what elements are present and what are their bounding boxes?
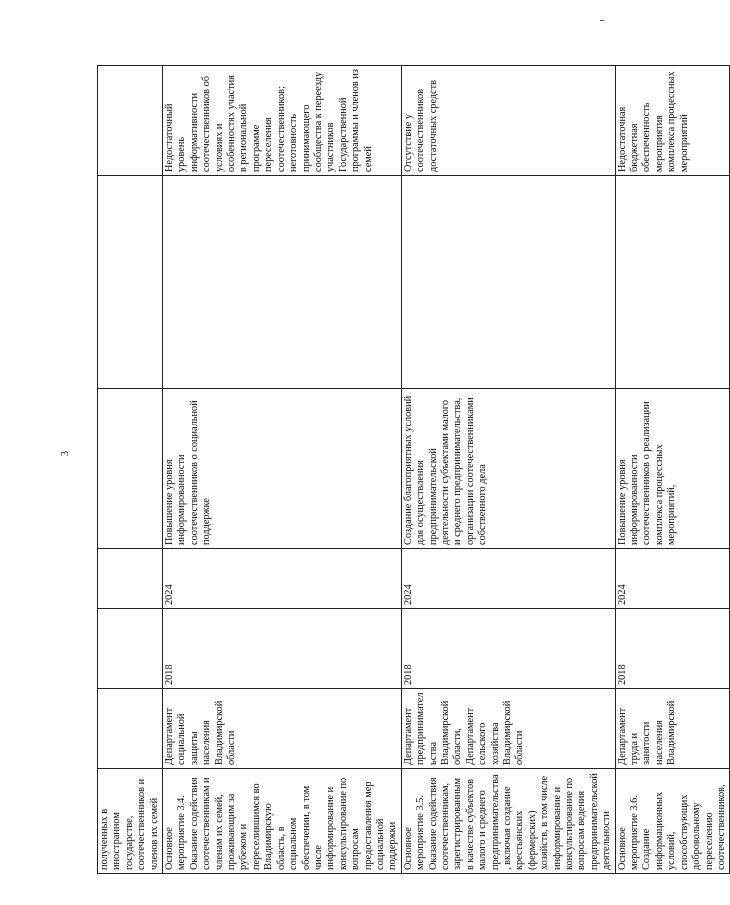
measure-cell: Основное мероприятие 3.6. Создание информационных условий, способствующих добровольному переселению соотечественников, bbox=[615, 769, 730, 874]
start-year-cell: 2018 bbox=[401, 609, 615, 689]
department-cell: Департамент социальной защиты населения Владимирской области bbox=[163, 689, 402, 769]
table-row bbox=[615, 66, 730, 874]
program-measures-table bbox=[97, 65, 730, 874]
risk-cell bbox=[98, 66, 163, 176]
table-row bbox=[401, 66, 615, 874]
start-year-cell: 2018 bbox=[615, 609, 730, 689]
risk-cell: Недостаточный уровень информативности соотечественников об условиях и особенностях участия в региональной программе переселения соотечественников; неготовность принимающего сообщества к переезду участников Государственной программы и членов из семей bbox=[163, 66, 402, 176]
end-year-cell bbox=[98, 549, 163, 609]
result-cell bbox=[98, 389, 163, 549]
department-cell bbox=[98, 689, 163, 769]
rotated-table-container bbox=[97, 66, 727, 874]
result-cell: Повышение уровня информированности соотечественников о реализации комплекса процессных мероприятий, bbox=[615, 389, 730, 549]
risk-cell: Недостаточная бюджетная обеспеченность мероприятия комплекса процессных мероприятий bbox=[615, 66, 730, 176]
effect-cell bbox=[98, 176, 163, 389]
end-year-cell: 2024 bbox=[163, 549, 402, 609]
end-year-cell: 2024 bbox=[401, 549, 615, 609]
result-cell: Повышение уровня информированности соотечественников о социальной поддержке bbox=[163, 389, 402, 549]
scan-mark bbox=[600, 20, 604, 21]
table-row bbox=[98, 66, 163, 874]
start-year-cell bbox=[98, 609, 163, 689]
page-number: 3 bbox=[60, 451, 71, 456]
department-cell: Департамент труда и занятости населения Владимирской bbox=[615, 689, 730, 769]
start-year-cell: 2018 bbox=[163, 609, 402, 689]
department-cell: Департамент предпринимательства Владимирской области, Департамент сельского хозяйства Владимирской области bbox=[401, 689, 615, 769]
measure-cell: Основное мероприятие 3.4. Оказание содействия соотечественникам и членам их семей, проживающим за рубежом и переселившимся во Владимирскую область, в социальном обеспечении, в том числе информирование и консультирование по вопросам предоставления мер социальной поддержки bbox=[163, 769, 402, 874]
result-cell: Создание благоприятных условий для осуществления предпринимательской деятельности субъектами малого и среднего предпринимательства, организации соотечественниками собственного дела bbox=[401, 389, 615, 549]
measure-cell: Основное мероприятие 3.5. Оказание содействия соотечественникам, зарегистрированным в качестве субъектов малого и среднего предпринимательства, включая создание крестьянских (фермерских) хозяйств, в том числе информирование и консультирование по вопросам ведения предпринимательской деятельности bbox=[401, 769, 615, 874]
risk-cell: Отсутствие у соотечественников достаточных средств bbox=[401, 66, 615, 176]
effect-cell bbox=[401, 176, 615, 389]
effect-cell bbox=[615, 176, 730, 389]
measure-cell: полученных в иностранном государстве, соотечественников и членов их семей bbox=[98, 769, 163, 874]
end-year-cell: 2024 bbox=[615, 549, 730, 609]
effect-cell bbox=[163, 176, 402, 389]
table-row bbox=[163, 66, 402, 874]
